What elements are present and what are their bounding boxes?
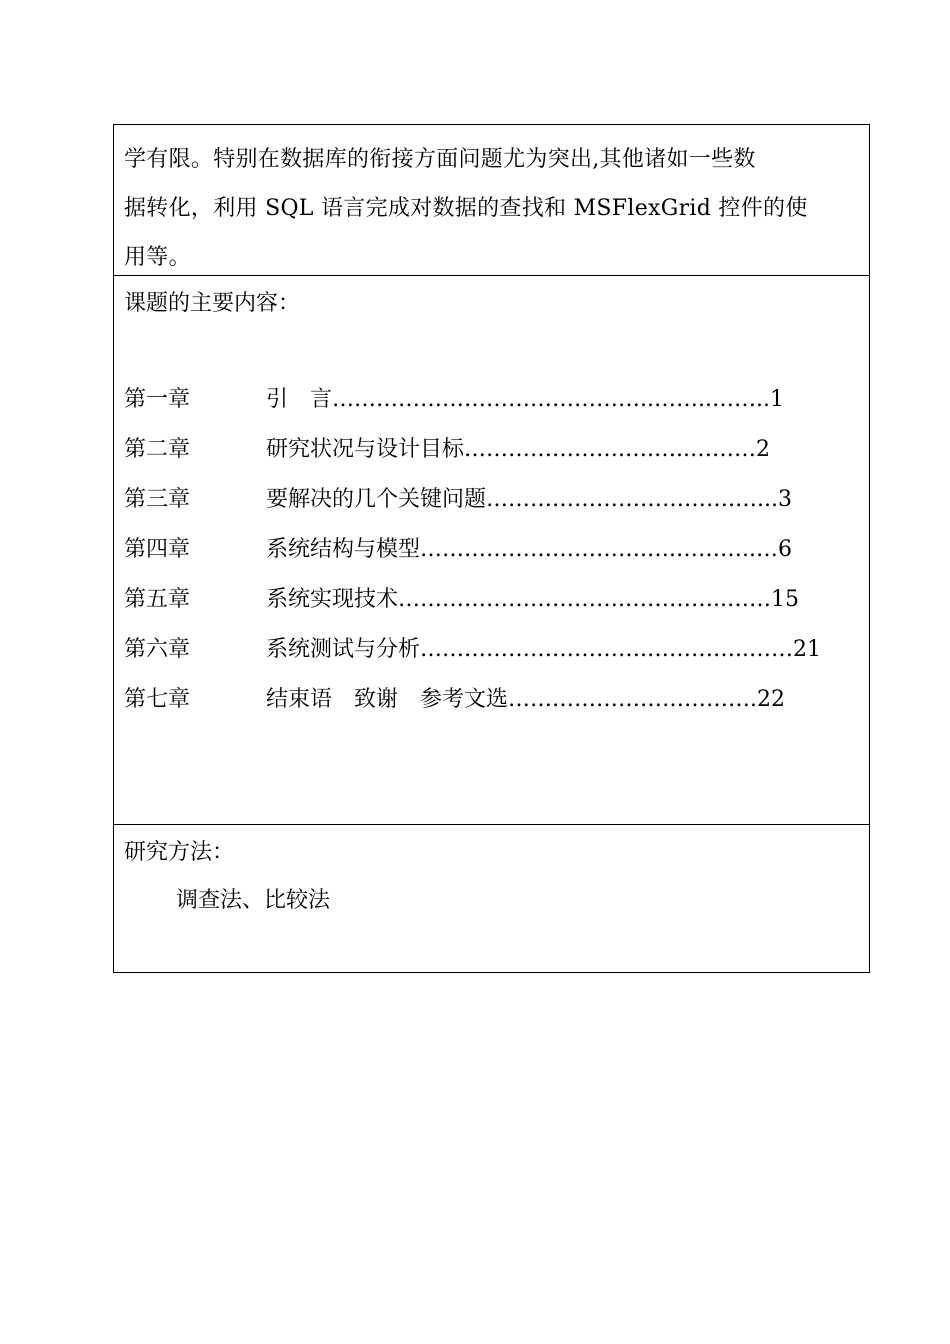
toc-chapter-title: 系统实现技术	[266, 587, 399, 612]
toc-chapter-title: 引 言	[266, 387, 333, 412]
proposal-table	[113, 124, 870, 973]
toc-row	[124, 382, 861, 432]
method-cell	[114, 824, 869, 972]
toc-chapter-number: 第一章	[124, 387, 191, 412]
toc-leader-page: ………………….….…..………2	[464, 437, 770, 462]
toc-chapter-number: 第三章	[124, 487, 191, 512]
toc-chapter-number: 第五章	[124, 587, 191, 612]
toc-chapter-title: 研究状况与设计目标	[266, 437, 465, 462]
toc-leader-page: ………………………….….………..…6	[420, 537, 792, 562]
toc-chapter-number: 第六章	[124, 637, 191, 662]
method-heading: 研究方法：	[124, 840, 235, 865]
method-body: 调查法、比较法	[176, 888, 331, 913]
toc-leader-page: ……………………………………..……..……..1	[332, 387, 784, 412]
toc-leader-page: …………………………….22	[508, 687, 786, 712]
toc-chapter-number: 第四章	[124, 537, 191, 562]
intro-line-1: 学有限。特别在数据库的衔接方面问题尤为突出,其他诸如一些数	[124, 147, 756, 172]
toc-row	[124, 632, 861, 682]
toc-chapter-number: 第二章	[124, 437, 191, 462]
table-of-contents	[124, 382, 861, 732]
intro-line-2: 据转化，利用 SQL 语言完成对数据的查找和 MSFlexGrid 控件的使	[124, 196, 808, 221]
toc-leader-page: …………………………….…...3	[486, 487, 792, 512]
toc-leader-page: ………………………….…………..……21	[420, 637, 821, 662]
toc-row	[124, 432, 861, 482]
toc-leader-page: ………………………….…………..……15	[398, 587, 799, 612]
intro-line-3: 用等。	[124, 245, 191, 270]
toc-row	[124, 582, 861, 632]
contents-heading: 课题的主要内容：	[124, 291, 301, 316]
toc-chapter-title: 系统结构与模型	[266, 537, 421, 562]
toc-chapter-title: 结束语 致谢 参考文选	[266, 687, 509, 712]
toc-chapter-title: 系统测试与分析	[266, 637, 421, 662]
intro-cell	[114, 125, 869, 275]
contents-cell	[114, 275, 869, 824]
toc-row	[124, 482, 861, 532]
toc-chapter-number: 第七章	[124, 687, 191, 712]
toc-chapter-title: 要解决的几个关键问题	[266, 487, 487, 512]
toc-row	[124, 682, 861, 732]
toc-row	[124, 532, 861, 582]
